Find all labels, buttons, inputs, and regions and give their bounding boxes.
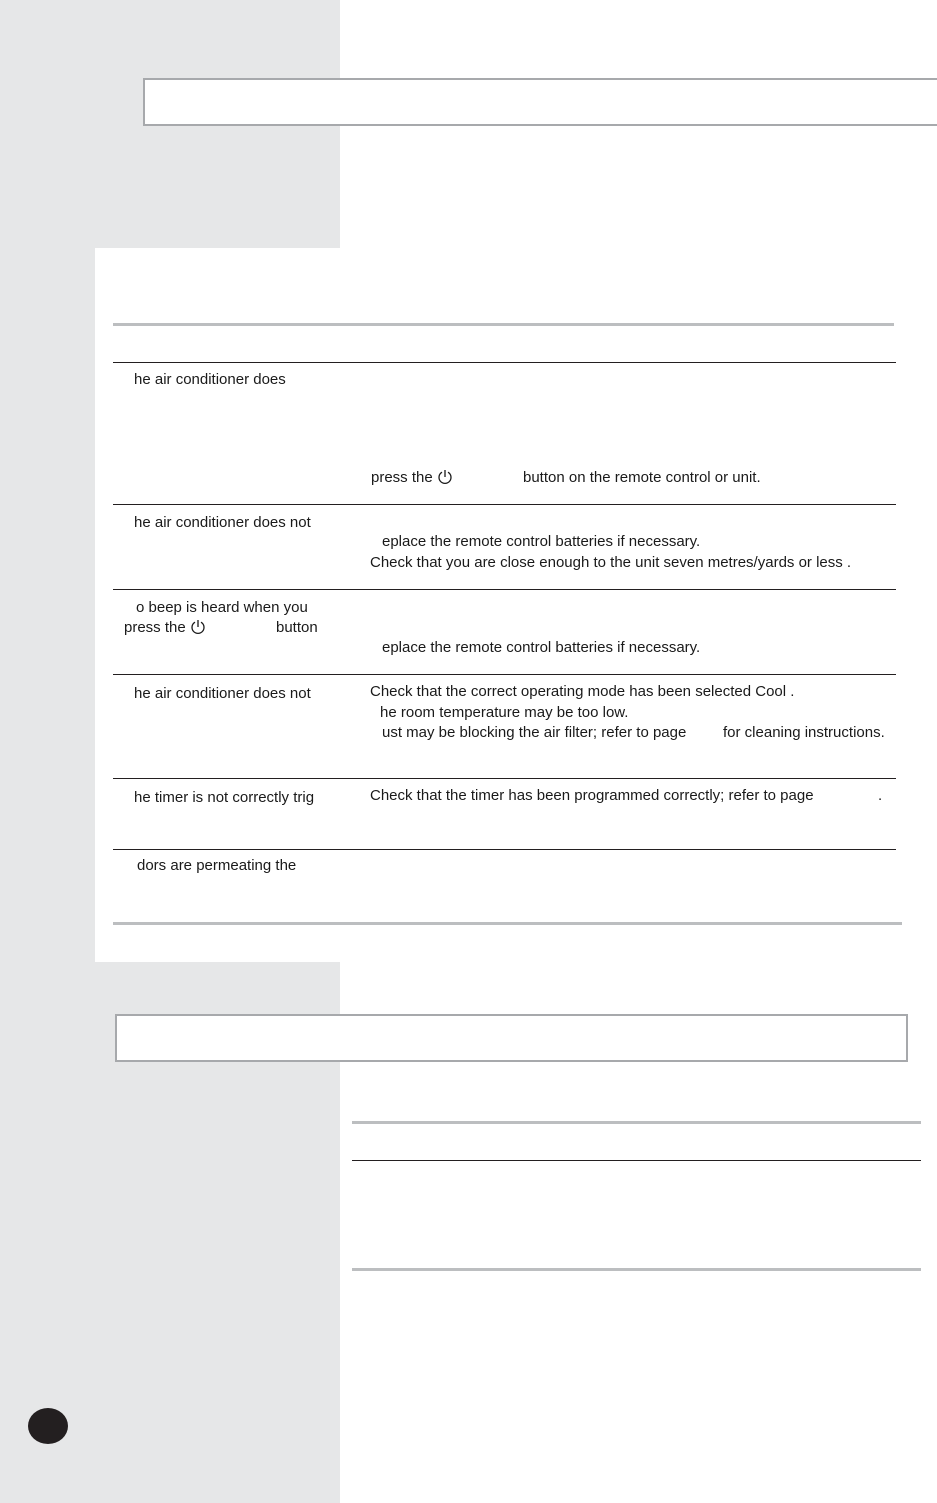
row-divider	[113, 504, 896, 505]
row-divider	[113, 778, 896, 779]
row-divider	[113, 674, 896, 675]
problem-text: he air conditioner does not	[134, 685, 311, 702]
solution-text: Check that the timer has been programmed correctly; refer to page	[370, 787, 814, 804]
section-title-box-second	[115, 1014, 908, 1062]
problem-text: he timer is not correctly trig	[134, 789, 315, 806]
problem-text: dors are permeating the	[137, 857, 297, 874]
table-bottom-rule	[352, 1268, 921, 1271]
solution-text: he room temperature may be too low.	[380, 704, 629, 721]
section-title-box-troubleshooting	[143, 78, 937, 126]
row-divider	[113, 589, 896, 590]
solution-text: for cleaning instructions.	[723, 724, 885, 741]
solution-text: eplace the remote control batteries if necessary.	[382, 533, 701, 550]
table-bottom-rule	[113, 922, 902, 925]
table-header-rule	[352, 1160, 921, 1161]
problem-text: o beep is heard when you	[136, 599, 308, 616]
sidebar-left-strip	[0, 248, 95, 962]
power-icon	[437, 469, 453, 485]
table-header-rule	[113, 362, 896, 363]
table-top-rule	[352, 1121, 921, 1124]
solution-text: Check that you are close enough to the unit seven metres/yards or less .	[370, 554, 852, 571]
problem-text: he air conditioner does not	[134, 514, 311, 531]
solution-text: press the	[371, 468, 453, 488]
solution-text: eplace the remote control batteries if necessary.	[382, 639, 701, 656]
solution-text: button on the remote control or unit.	[523, 469, 761, 486]
problem-text: button	[276, 619, 318, 636]
solution-text: ust may be blocking the air filter; refer to page	[382, 724, 687, 741]
problem-text: he air conditioner does	[134, 371, 286, 388]
power-icon	[190, 619, 206, 635]
page-number-badge	[28, 1408, 68, 1444]
table-top-rule	[113, 323, 894, 326]
row-divider	[113, 849, 896, 850]
solution-text: .	[878, 787, 883, 804]
solution-text: Check that the correct operating mode has been selected Cool .	[370, 683, 795, 700]
problem-text: press the	[124, 618, 206, 638]
